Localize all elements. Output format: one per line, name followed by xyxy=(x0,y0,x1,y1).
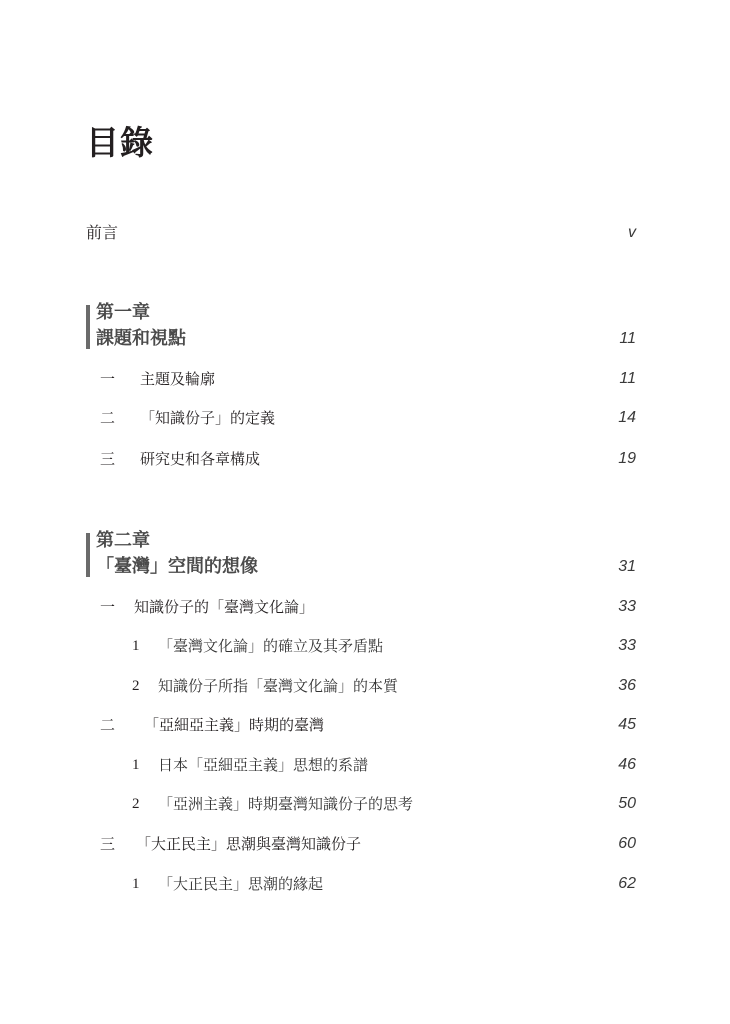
section-label: 知識份子的「臺灣文化論」 xyxy=(134,598,315,616)
section-page: 11 xyxy=(619,370,636,387)
section-label: 「亞細亞主義」時期的臺灣 xyxy=(144,716,325,734)
subsection-label: 「大正民主」思潮的緣起 xyxy=(158,875,324,893)
subsection-page: 36 xyxy=(618,677,636,694)
subsection-label: 知識份子所指「臺灣文化論」的本質 xyxy=(158,677,399,695)
toc-section[interactable] xyxy=(86,714,636,736)
section-number: 一 xyxy=(100,370,116,388)
toc-section[interactable] xyxy=(86,407,636,429)
chapter-page: 11 xyxy=(619,330,636,347)
entry-page: v xyxy=(628,224,636,241)
subsection-label: 日本「亞細亞主義」思想的系譜 xyxy=(158,756,369,774)
section-label: 研究史和各章構成 xyxy=(140,450,261,468)
subsection-page: 33 xyxy=(618,637,636,654)
section-page: 45 xyxy=(618,716,636,733)
subsection-page: 50 xyxy=(618,795,636,812)
toc-subsection[interactable] xyxy=(86,793,636,815)
toc-chapter-1[interactable] xyxy=(86,302,636,350)
toc-section[interactable] xyxy=(86,368,636,390)
section-number: 二 xyxy=(100,716,116,734)
section-number: 三 xyxy=(100,450,116,468)
chapter-title: 「臺灣」空間的想像 xyxy=(96,556,258,577)
subsection-page: 62 xyxy=(618,875,636,892)
section-page: 60 xyxy=(618,835,636,852)
section-number: 二 xyxy=(100,409,116,427)
section-number: 一 xyxy=(100,598,116,616)
section-page: 14 xyxy=(618,409,636,426)
chapter-marker xyxy=(86,305,90,349)
toc-subsection[interactable] xyxy=(86,675,636,697)
toc-chapter-2[interactable] xyxy=(86,530,636,578)
section-label: 主題及輪廓 xyxy=(140,370,216,388)
toc-section[interactable] xyxy=(86,833,636,855)
section-number: 三 xyxy=(100,835,116,853)
chapter-number: 第一章 xyxy=(96,302,150,323)
subsection-number: 1 xyxy=(132,638,140,654)
toc-subsection[interactable] xyxy=(86,635,636,657)
toc-entry-preface[interactable] xyxy=(86,222,636,244)
section-page: 33 xyxy=(618,598,636,615)
subsection-number: 2 xyxy=(132,796,140,812)
page-title: 目錄 xyxy=(86,123,154,162)
toc-section[interactable] xyxy=(86,448,636,470)
toc-section[interactable] xyxy=(86,596,636,618)
chapter-page: 31 xyxy=(618,558,636,575)
subsection-page: 46 xyxy=(618,756,636,773)
entry-label: 前言 xyxy=(86,223,119,242)
chapter-marker xyxy=(86,533,90,577)
subsection-label: 「臺灣文化論」的確立及其矛盾點 xyxy=(158,637,384,655)
chapter-number: 第二章 xyxy=(96,530,150,551)
section-label: 「知識份子」的定義 xyxy=(140,409,276,427)
subsection-number: 2 xyxy=(132,678,140,694)
subsection-number: 1 xyxy=(132,757,140,773)
section-label: 「大正民主」思潮與臺灣知識份子 xyxy=(136,835,362,853)
subsection-label: 「亞洲主義」時期臺灣知識份子的思考 xyxy=(158,795,414,813)
section-page: 19 xyxy=(618,450,636,467)
toc-subsection[interactable] xyxy=(86,873,636,895)
chapter-title: 課題和視點 xyxy=(96,328,186,349)
subsection-number: 1 xyxy=(132,876,140,892)
toc-subsection[interactable] xyxy=(86,754,636,776)
